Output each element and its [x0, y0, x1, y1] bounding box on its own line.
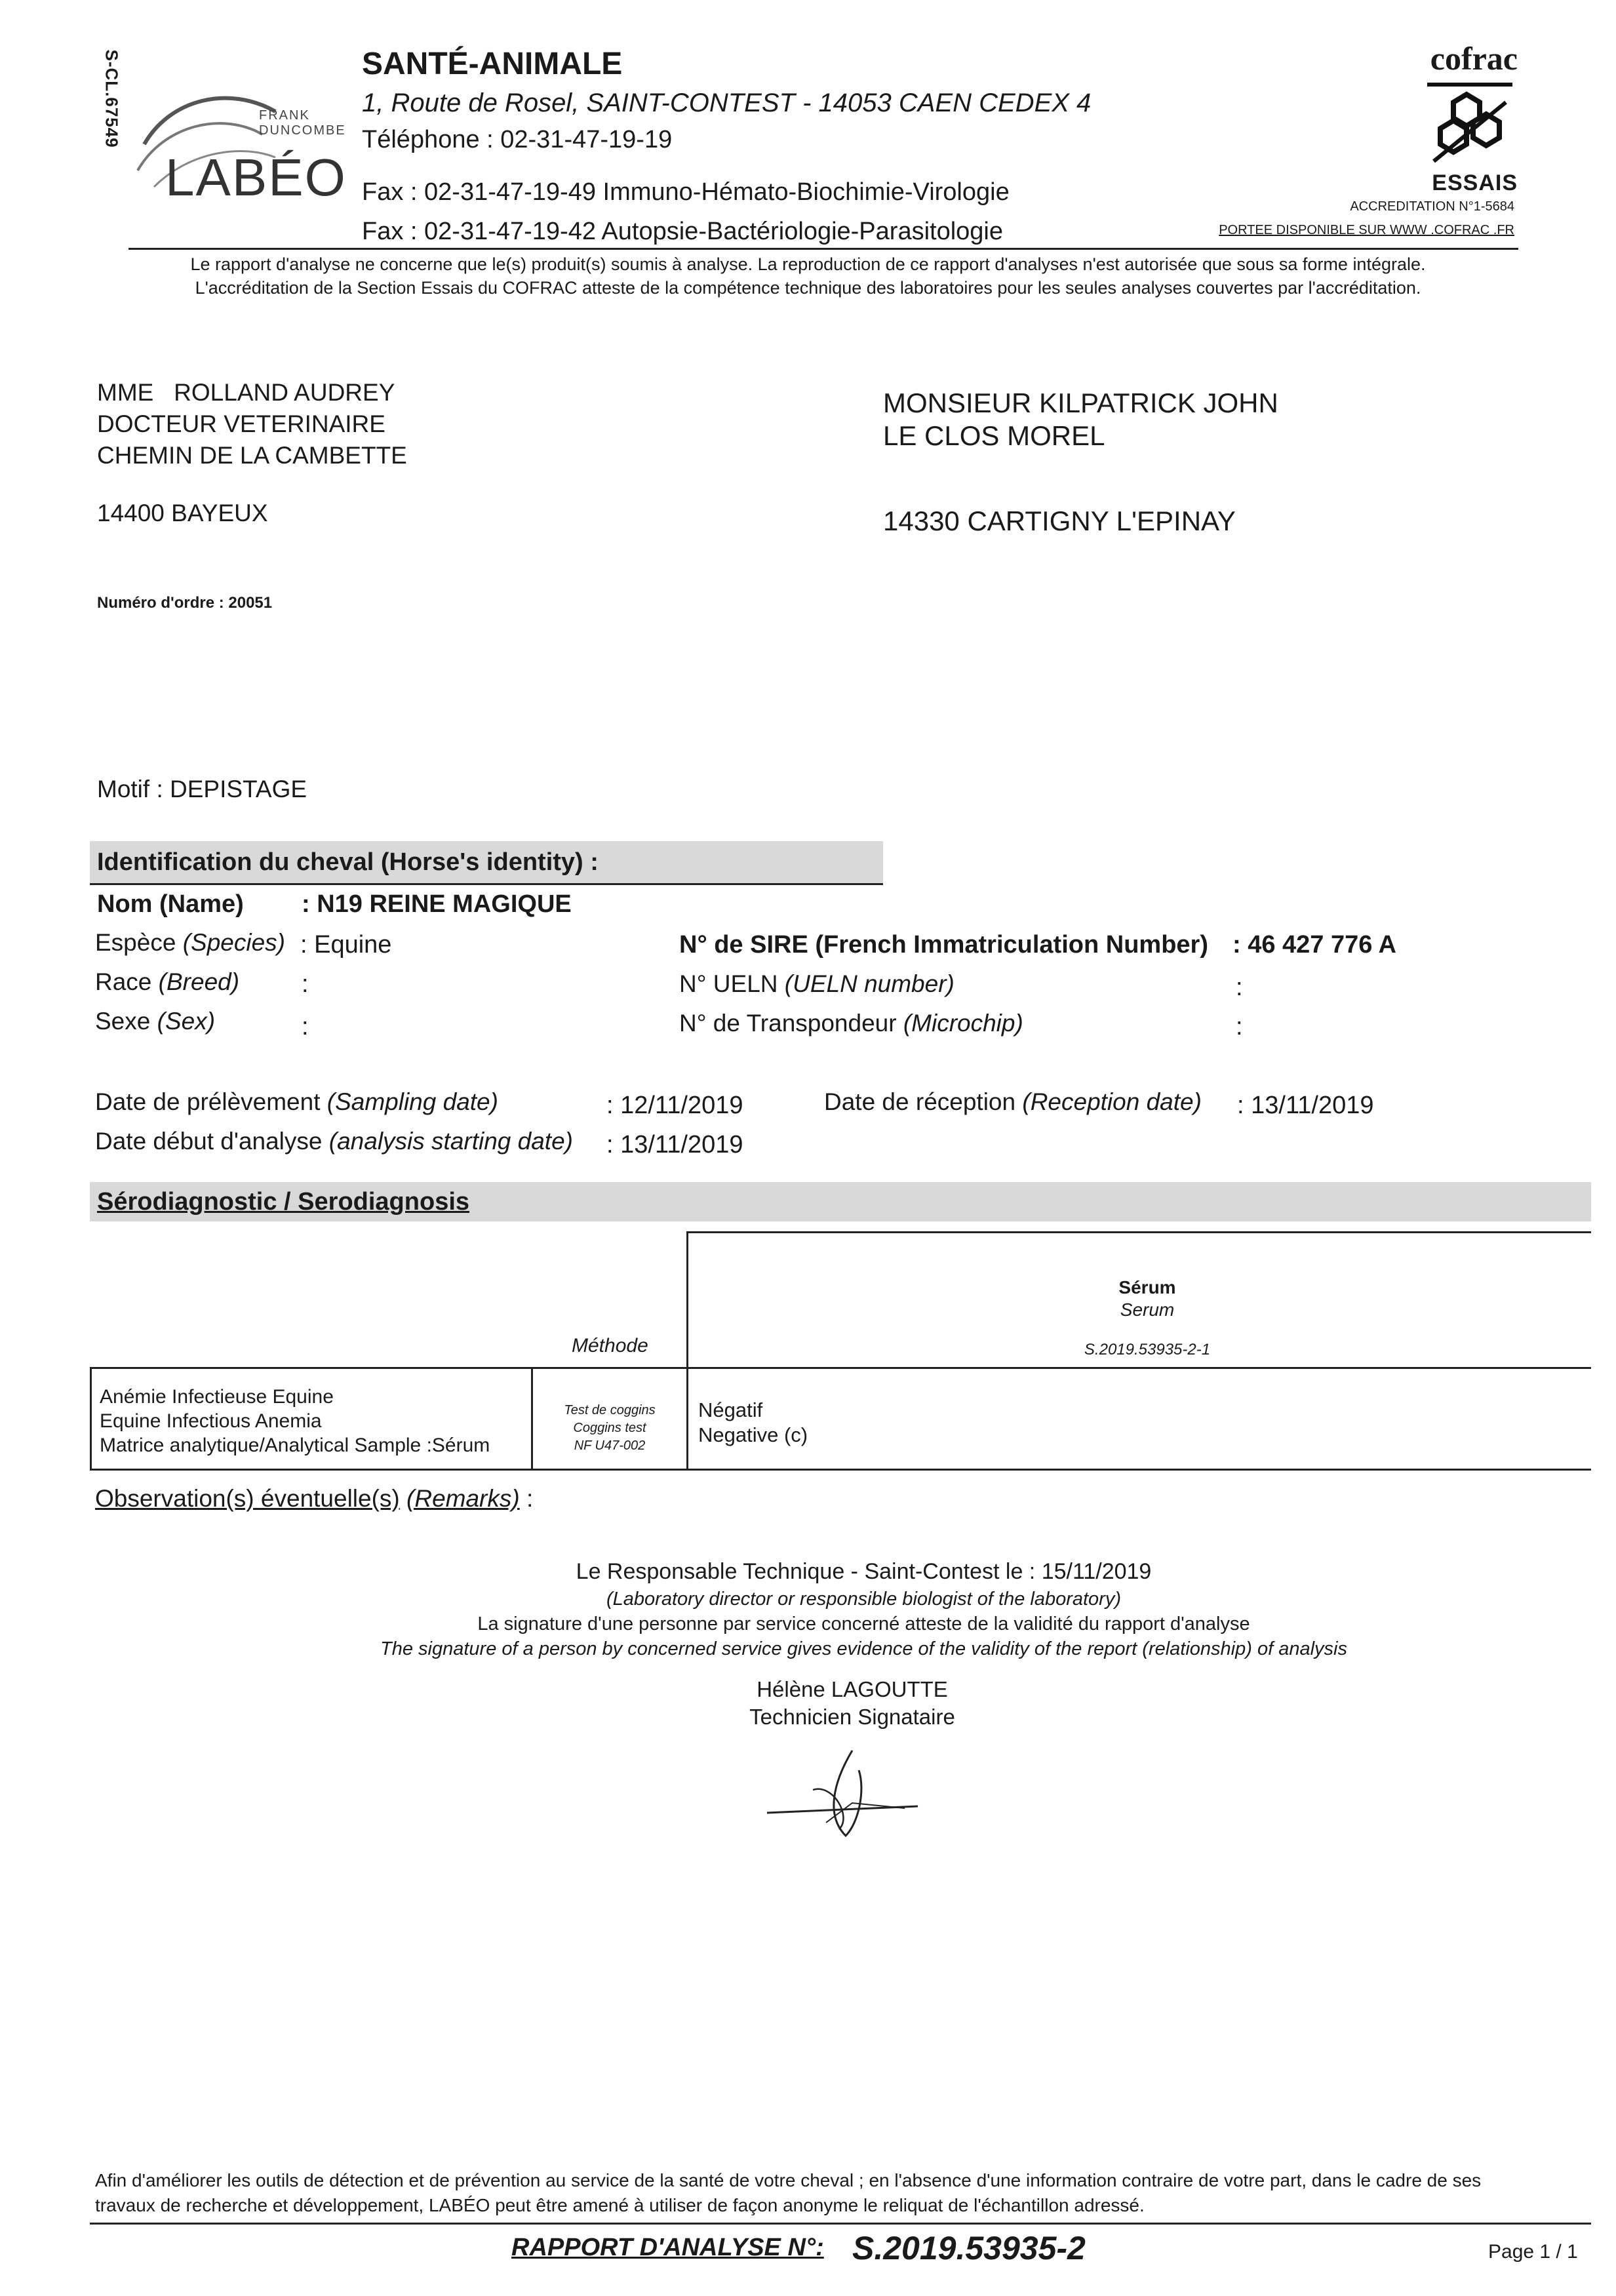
species-value: : Equine — [300, 931, 392, 959]
cofrac-essais: ESSAIS — [1432, 170, 1518, 195]
identification-title: Identification du cheval (Horse's identity) : — [97, 848, 599, 876]
sampling-date-value: : 12/11/2019 — [606, 1092, 743, 1119]
signatory-role: Technicien Signataire — [749, 1705, 955, 1729]
sample-id: S.2019.53935-2-1 — [1084, 1341, 1211, 1358]
result-line1: Négatif — [698, 1398, 763, 1421]
report-label: RAPPORT D'ANALYSE N°: — [511, 2234, 824, 2261]
sampling-date-label: Date de prélèvement (Sampling date) — [95, 1088, 498, 1115]
vet-line1: MME ROLLAND AUDREY — [97, 379, 395, 406]
disclaimer-line2: L'accréditation de la Section Essais du COFRAC atteste de la compétence technique des laboratoires pour les seules analyses couvertes par l'accréditation. — [195, 278, 1421, 298]
owner-line2: LE CLOS MOREL — [883, 420, 1105, 451]
start-date-value: : 13/11/2019 — [606, 1131, 743, 1158]
vet-line3: CHEMIN DE LA CAMBETTE — [97, 442, 407, 469]
signature-line3: La signature d'une personne par service concerné atteste de la validité du rapport d'analyse — [477, 1613, 1250, 1634]
cofrac-logo — [1419, 39, 1518, 195]
owner-address — [883, 387, 1278, 538]
transponder-label: N° de Transpondeur (Microchip) — [679, 1010, 1023, 1037]
reception-date-label: Date de réception (Reception date) — [824, 1088, 1202, 1115]
logo-brand-bottom: DUNCOMBE — [259, 123, 346, 138]
identification-divider — [90, 883, 883, 885]
ueln-label: N° UELN (UELN number) — [679, 970, 955, 997]
method-header: Méthode — [572, 1335, 648, 1356]
labeo-logo — [131, 72, 347, 210]
signature-line4: The signature of a person by concerned service gives evidence of the validity of the report (relationship) of analysis — [380, 1638, 1347, 1659]
start-date-label: Date début d'analyse (analysis starting date) — [95, 1128, 573, 1155]
disclaimer-line1: Le rapport d'analyse ne concerne que le(s) produit(s) soumis à analyse. La reproduction de ce rapport d'analyses n'est autorisée que sous sa forme intégrale. — [190, 254, 1426, 274]
method-line2: Coggins test — [573, 1421, 646, 1435]
horse-name-label: Nom (Name) — [97, 890, 244, 918]
remarks-label: Observation(s) éventuelle(s) — [95, 1485, 400, 1512]
remarks-label-en: (Remarks) — [406, 1485, 520, 1512]
report-number: S.2019.53935-2 — [852, 2230, 1086, 2266]
ueln-value: : — [1236, 974, 1243, 1001]
header-phone: Téléphone : 02-31-47-19-19 — [362, 126, 673, 153]
analysis-line2: Equine Infectious Anemia — [100, 1410, 322, 1432]
method-line3: NF U47-002 — [574, 1438, 646, 1453]
footer-divider — [90, 2223, 1591, 2225]
reception-date-value: : 13/11/2019 — [1237, 1092, 1374, 1119]
vet-line2: DOCTEUR VETERINAIRE — [97, 410, 385, 437]
portee-link[interactable]: PORTEE DISPONIBLE SUR WWW .COFRAC .FR — [1219, 223, 1514, 237]
table-divider-vertical — [686, 1231, 688, 1368]
sex-label: Sexe (Sex) — [95, 1008, 216, 1035]
cofrac-hex-icon — [1427, 83, 1512, 168]
header-fax2: Fax : 02-31-47-19-42 Autopsie-Bactériologie-Parasitologie — [362, 218, 1003, 245]
horse-name-value: : N19 REINE MAGIQUE — [302, 890, 572, 918]
signature-line2: (Laboratory director or responsible biologist of the laboratory) — [606, 1589, 1121, 1610]
footer-note-line1: Afin d'améliorer les outils de détection et de prévention au service de la santé de votre cheval ; en l'absence d'une information contraire de votre part, dans le cadre de ses — [95, 2170, 1482, 2190]
breed-value: : — [302, 970, 309, 998]
sire-label: N° de SIRE (French Immatriculation Number) — [679, 931, 1208, 959]
sample-header-en: Serum — [1120, 1299, 1175, 1320]
logo-name: LABÉO — [165, 148, 347, 207]
order-number: Numéro d'ordre : 20051 — [97, 594, 273, 612]
owner-city: 14330 CARTIGNY L'EPINAY — [883, 505, 1236, 536]
logo-brand-top: FRANK — [259, 108, 310, 123]
table-left-border — [90, 1369, 92, 1471]
handwritten-signature — [754, 1744, 951, 1842]
result-line2: Negative (c) — [698, 1423, 808, 1446]
header-title: SANTÉ-ANIMALE — [362, 47, 623, 81]
serodiagnosis-title: Sérodiagnostic / Serodiagnosis — [97, 1188, 470, 1216]
sex-value: : — [302, 1013, 309, 1040]
analysis-line1: Anémie Infectieuse Equine — [100, 1386, 334, 1408]
transponder-value: : — [1236, 1013, 1243, 1040]
header-divider — [128, 248, 1518, 250]
footer-note-line2: travaux de recherche et développement, LABÉO peut être amené à utiliser de façon anonyme le reliquat de l'échantillon adressé. — [95, 2195, 1145, 2215]
vet-address — [97, 377, 407, 529]
accreditation-number: ACCREDITATION N°1-5684 — [1350, 199, 1514, 214]
side-reference: S-CL.67549 — [102, 49, 122, 148]
sire-value: : 46 427 776 A — [1232, 931, 1396, 959]
header-address: 1, Route de Rosel, SAINT-CONTEST - 14053 CAEN CEDEX 4 — [362, 89, 1092, 117]
method-col-right — [686, 1369, 688, 1471]
table-top-line — [686, 1231, 1591, 1233]
page-number: Page 1 / 1 — [1488, 2241, 1578, 2263]
result-cell — [698, 1398, 808, 1448]
sample-header-fr: Sérum — [1118, 1277, 1176, 1297]
header-fax1: Fax : 02-31-47-19-49 Immuno-Hémato-Biochimie-Virologie — [362, 178, 1010, 206]
cofrac-brand: cofrac — [1430, 40, 1518, 77]
species-label: Espèce (Species) — [95, 929, 285, 956]
analysis-cell — [100, 1385, 490, 1457]
motif: Motif : DEPISTAGE — [97, 776, 307, 802]
owner-line1: MONSIEUR KILPATRICK JOHN — [883, 387, 1278, 418]
method-line1: Test de coggins — [564, 1403, 656, 1417]
breed-label: Race (Breed) — [95, 968, 240, 995]
signatory-name: Hélène LAGOUTTE — [757, 1677, 948, 1701]
remarks: Observation(s) éventuelle(s) (Remarks) : — [95, 1485, 534, 1512]
signature-line1: Le Responsable Technique - Saint-Contest le : 15/11/2019 — [576, 1559, 1152, 1584]
vet-city: 14400 BAYEUX — [97, 500, 268, 526]
method-cell — [533, 1402, 686, 1455]
analysis-line3: Matrice analytique/Analytical Sample :Sérum — [100, 1435, 490, 1456]
